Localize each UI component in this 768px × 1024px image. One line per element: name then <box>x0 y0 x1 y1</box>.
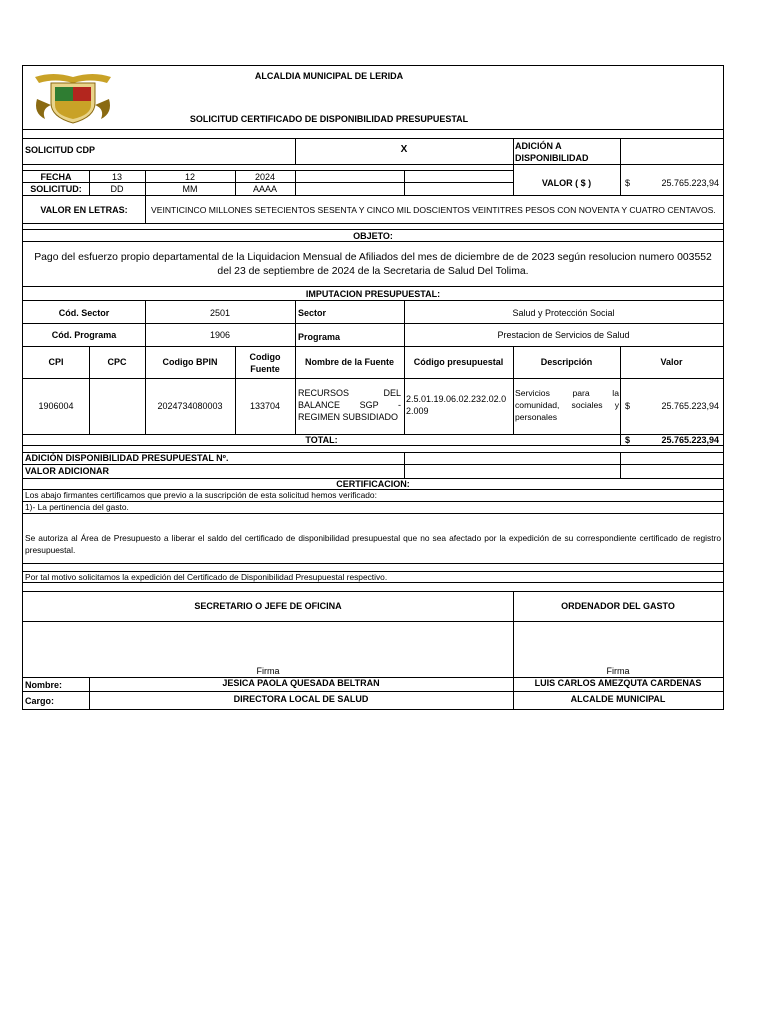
nombre-label: Nombre: <box>25 680 63 690</box>
row-valor[interactable]: 25.765.223,94 <box>661 401 719 411</box>
cod-programa-label: Cód. Programa <box>51 330 117 340</box>
col-header-descripcion: Descripción <box>540 357 593 367</box>
row-cpi[interactable]: 1906004 <box>38 401 74 411</box>
fecha-month-label: MM <box>182 184 198 194</box>
rule-letras-bottom <box>23 223 723 224</box>
valor-label: VALOR ( $ ) <box>541 178 592 188</box>
crest-left-ornament <box>36 99 51 119</box>
rule-total-bottom <box>23 445 723 446</box>
rule-cdp-bottom <box>23 164 723 165</box>
total-label: TOTAL: <box>305 435 338 445</box>
col-header-valor: Valor <box>660 357 683 367</box>
fecha-year[interactable]: 2024 <box>254 172 276 182</box>
cargo-label: Cargo: <box>25 696 54 706</box>
vline-adicion-2 <box>620 452 621 478</box>
rule-closing-bottom <box>23 582 723 583</box>
col-header-codigo-fuente: Codigo Fuente <box>249 352 281 374</box>
crest-right-ornament <box>95 99 110 119</box>
row-descripcion[interactable]: Servicios para la comunidad, sociales y personales <box>515 388 619 422</box>
valor-adicionar-label: VALOR ADICIONAR <box>25 466 109 476</box>
certificacion-closing: Por tal motivo solicitamos la expedición del Certificado de Disponibilidad Presupuestal respectivo. <box>25 572 388 582</box>
vline-date-5 <box>404 170 405 195</box>
rule-spacer-7 <box>23 591 723 592</box>
vline-letras <box>145 195 146 223</box>
valor-currency: $ <box>625 178 631 188</box>
col-header-cpc: CPC <box>107 357 127 367</box>
crest-field-green <box>55 87 73 101</box>
certificacion-line1: Los abajo firmantes certificamos que previo a la suscripción de esta solicitud hemos verificado: <box>25 490 377 500</box>
rule-table-header-bottom <box>23 378 723 379</box>
adicion-disponibilidad-label: ADICIÓN A DISPONIBILIDAD <box>515 141 589 163</box>
signature-right-title: ORDENADOR DEL GASTO <box>561 601 675 611</box>
sector-label: Sector <box>298 308 327 318</box>
total-currency: $ <box>625 435 631 445</box>
vline-cdp-3 <box>620 138 621 195</box>
signature-left-name: JESICA PAOLA QUESADA BELTRAN <box>222 678 380 688</box>
valor-letras-label: VALOR EN LETRAS: <box>40 205 128 215</box>
signature-left-cargo: DIRECTORA LOCAL DE SALUD <box>233 694 369 704</box>
certificacion-line2: 1)- La pertinencia del gasto. <box>25 502 129 512</box>
fecha-label: FECHA <box>40 172 72 182</box>
crest-field-red <box>73 87 91 101</box>
fecha-day[interactable]: 13 <box>111 172 122 182</box>
adicion-disponibilidad-numero-label: ADICIÓN DISPONIBILIDAD PRESUPUESTAL Nº. <box>25 453 229 463</box>
row-codigo-fuente[interactable]: 133704 <box>249 401 281 411</box>
programa-label: Programa <box>298 332 341 342</box>
signature-left-title: SECRETARIO O JEFE DE OFICINA <box>194 601 342 611</box>
row-currency: $ <box>625 401 631 411</box>
rule-spacer-3 <box>23 229 723 230</box>
solicitud-cdp-mark[interactable]: X <box>400 144 408 155</box>
col-header-bpin: Codigo BPIN <box>162 357 218 367</box>
fecha-month[interactable]: 12 <box>184 172 195 182</box>
cod-programa-value[interactable]: 1906 <box>209 330 231 340</box>
rule-objeto-bottom <box>23 286 723 287</box>
objeto-label: OBJETO: <box>353 231 393 241</box>
valor-letras-value[interactable]: VEINTICINCO MILLONES SETECIENTOS SESENTA Y CINCO MIL DOSCIENTOS VEINTITRES PESOS CON NOVENTA Y CUATRO CENTAVOS. <box>151 205 716 215</box>
rule-spacer-5 <box>23 513 723 514</box>
row-nombre-fuente[interactable]: RECURSOS DEL BALANCE SGP - REGIMEN SUBSIDIADO <box>298 388 401 422</box>
col-header-codigo-presupuestal: Código presupuestal <box>413 357 504 367</box>
fecha-year-label: AAAA <box>252 184 277 194</box>
certificacion-label: CERTIFICACION: <box>336 479 410 489</box>
rule-date-bottom <box>23 195 723 196</box>
vline-adicion-1 <box>404 452 405 478</box>
col-header-cpi: CPI <box>48 357 64 367</box>
rule-sector-bottom <box>23 323 723 324</box>
rule-objeto-label-bottom <box>23 241 723 242</box>
rule-date-mid <box>23 182 513 183</box>
vline-date-4 <box>295 170 296 195</box>
municipal-crest-logo <box>31 69 115 125</box>
fecha-day-label: DD <box>110 184 124 194</box>
signature-right-name: LUIS CARLOS AMEZQUTA CARDENAS <box>534 678 702 688</box>
imputacion-label: IMPUTACION PRESUPUESTAL: <box>305 289 441 299</box>
rule-header-bottom <box>23 129 723 130</box>
solicitud-cdp-label: SOLICITUD CDP <box>25 145 96 155</box>
rule-spacer-1 <box>23 138 723 139</box>
rule-sign-titles-bottom <box>23 621 723 622</box>
cdp-form <box>22 65 724 710</box>
row-bpin[interactable]: 2024734080003 <box>157 401 223 411</box>
rule-programa-bottom <box>23 346 723 347</box>
rule-paragraph-bottom <box>23 563 723 564</box>
signature-right-cargo: ALCALDE MUNICIPAL <box>570 694 666 704</box>
sector-value[interactable]: Salud y Protección Social <box>512 308 615 318</box>
vline-table-3 <box>235 346 236 434</box>
objeto-text[interactable]: Pago del esfuerzo propio departamental de la Liquidacion Mensual de Afiliados del mes de diciembre de de 2023 según resolucion numero 003552 del 23 de septiembre de 2024 de la Secretaria de Salud Del Tolima. <box>34 252 712 277</box>
crest-banner-top <box>35 74 111 83</box>
rule-imputacion-label-bottom <box>23 300 723 301</box>
programa-value[interactable]: Prestacion de Servicios de Salud <box>497 330 630 340</box>
certificacion-paragraph: Se autoriza al Área de Presupuesto a liberar el saldo del certificado de disponibilidad presupuestal que no sea afectado por la expedición de su correspondiente certificado de registro presupuestal. <box>25 533 721 555</box>
fecha-solicitud-label: SOLICITUD: <box>30 184 82 194</box>
valor-amount[interactable]: 25.765.223,94 <box>661 178 719 188</box>
signature-right-firma: Firma <box>606 666 630 676</box>
rule-cargo-top <box>23 691 723 692</box>
signature-left-firma: Firma <box>256 666 280 676</box>
document-title: SOLICITUD CERTIFICADO DE DISPONIBILIDAD PRESUPUESTAL <box>189 114 469 124</box>
row-codigo-presupuestal[interactable]: 2.5.01.19.06.02.232.02.02.009 <box>406 394 507 416</box>
cod-sector-value[interactable]: 2501 <box>209 308 231 318</box>
col-header-nombre-fuente: Nombre de la Fuente <box>304 357 394 367</box>
total-amount[interactable]: 25.765.223,94 <box>661 435 719 445</box>
rule-spacer-2 <box>23 170 513 171</box>
vline-sector-2 <box>295 300 296 346</box>
rule-adicion-mid <box>23 464 723 465</box>
institution-title: ALCALDIA MUNICIPAL DE LERIDA <box>254 71 404 81</box>
cod-sector-label: Cód. Sector <box>58 308 110 318</box>
